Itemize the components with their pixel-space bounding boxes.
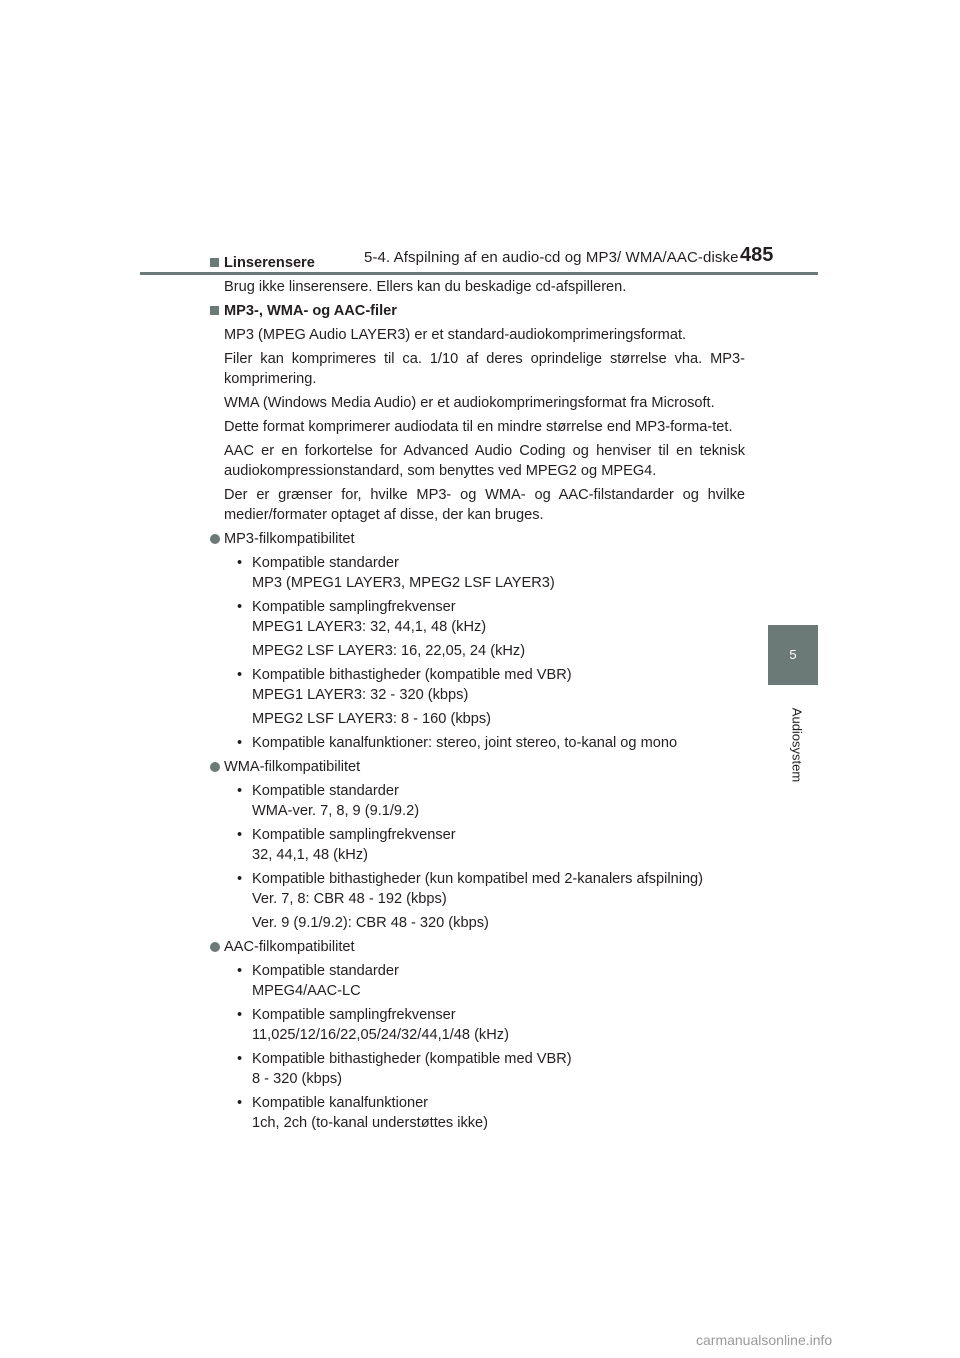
section-heading [210, 301, 745, 321]
bullet-icon: • [237, 871, 243, 887]
list-item [210, 1093, 745, 1133]
bullet-icon: • [237, 827, 243, 843]
category-heading-text: WMA-filkompatibilitet [224, 759, 361, 775]
circle-bullet-icon [210, 942, 220, 952]
bullet-icon: • [237, 1095, 243, 1111]
chapter-label: Audiosystem [789, 707, 805, 783]
paragraph: Brug ikke linserensere. Ellers kan du beskadige cd-afspilleren. [224, 279, 627, 295]
category-heading [210, 937, 745, 957]
paragraph: Dette format komprimerer audiodata til en mindre størrelse end MP3-forma-tet. [224, 419, 733, 435]
list-item-label: Kompatible samplingfrekvenser [252, 599, 456, 615]
section-title: 5-4. Afspilning af en audio-cd og MP3/ WMA/AAC-diske [364, 249, 739, 266]
list-item-value: 1ch, 2ch (to-kanal understøttes ikke) [252, 1115, 489, 1131]
list-item-value: 11,025/12/16/22,05/24/32/44,1/48 (kHz) [252, 1027, 509, 1043]
bullet-icon: • [237, 1051, 243, 1067]
list-item-value: Ver. 9 (9.1/9.2): CBR 48 - 320 (kbps) [252, 915, 489, 931]
list-item-value: 8 - 320 (kbps) [252, 1071, 343, 1087]
list-item-value: MPEG4/AAC-LC [252, 983, 361, 999]
circle-bullet-icon [210, 534, 220, 544]
section-heading-text: MP3-, WMA- og AAC-filer [224, 303, 397, 319]
square-bullet-icon [210, 306, 219, 315]
list-item [210, 597, 745, 637]
bullet-icon: • [237, 783, 243, 799]
bullet-icon: • [237, 667, 243, 683]
list-item [210, 733, 745, 753]
bullet-icon: • [237, 599, 243, 615]
list-item [210, 781, 745, 821]
page-number: 485 [740, 244, 774, 266]
paragraph: MP3 (MPEG Audio LAYER3) er et standard-audiokomprimeringsformat. [224, 327, 687, 343]
list-item [210, 1049, 745, 1089]
list-item-value: MP3 (MPEG1 LAYER3, MPEG2 LSF LAYER3) [252, 575, 555, 591]
list-item-value: MPEG1 LAYER3: 32, 44,1, 48 (kHz) [252, 619, 487, 635]
square-bullet-icon [210, 258, 219, 267]
list-item-label: Kompatible standarder [252, 963, 399, 979]
category-heading-text: MP3-filkompatibilitet [224, 531, 355, 547]
list-item [210, 665, 745, 705]
circle-bullet-icon [210, 762, 220, 772]
page-content [210, 253, 745, 1137]
category-heading [210, 529, 745, 549]
list-item-value: MPEG2 LSF LAYER3: 16, 22,05, 24 (kHz) [252, 643, 526, 659]
bullet-icon: • [237, 555, 243, 571]
bullet-icon: • [237, 735, 243, 751]
list-item-label: Kompatible bithastigheder (kompatible med VBR) [252, 667, 572, 683]
category-heading-text: AAC-filkompatibilitet [224, 939, 355, 955]
list-item [210, 869, 745, 909]
list-item-value: MPEG1 LAYER3: 32 - 320 (kbps) [252, 687, 469, 703]
watermark: carmanualsonline.info [696, 1332, 833, 1348]
paragraph: WMA (Windows Media Audio) er et audiokomprimeringsformat fra Microsoft. [224, 395, 715, 411]
list-item [210, 553, 745, 593]
list-item-label: Kompatible samplingfrekvenser [252, 827, 456, 843]
paragraph: Filer kan komprimeres til ca. 1/10 af deres oprindelige størrelse vha. MP3-komprimering. [224, 351, 745, 387]
list-item-value: 32, 44,1, 48 (kHz) [252, 847, 368, 863]
bullet-icon: • [237, 1007, 243, 1023]
list-item-label: Kompatible kanalfunktioner: stereo, joint stereo, to-kanal og mono [252, 735, 678, 751]
list-item [210, 1005, 745, 1045]
list-item-value: MPEG2 LSF LAYER3: 8 - 160 (kbps) [252, 711, 492, 727]
list-item [210, 825, 745, 865]
chapter-tab: 5 [768, 625, 818, 685]
paragraph: AAC er en forkortelse for Advanced Audio Coding og henviser til en teknisk audiokompressionstandard, som benyttes ved MPEG2 og MPEG4. [224, 443, 745, 479]
list-item-label: Kompatible standarder [252, 783, 399, 799]
bullet-icon: • [237, 963, 243, 979]
section-heading [210, 253, 745, 273]
paragraph: Der er grænser for, hvilke MP3- og WMA- og AAC-filstandarder og hvilke medier/formater optaget af disse, der kan bruges. [224, 487, 745, 523]
section-heading-text: Linserensere [224, 255, 315, 271]
list-item-value: WMA-ver. 7, 8, 9 (9.1/9.2) [252, 803, 420, 819]
chapter-label-wrap [780, 690, 814, 800]
list-item-label: Kompatible standarder [252, 555, 399, 571]
list-item-label: Kompatible bithastigheder (kun kompatibel med 2-kanalers afspilning) [252, 871, 704, 887]
list-item [210, 961, 745, 1001]
list-item-label: Kompatible kanalfunktioner [252, 1095, 429, 1111]
list-item-label: Kompatible bithastigheder (kompatible med VBR) [252, 1051, 572, 1067]
list-item-label: Kompatible samplingfrekvenser [252, 1007, 456, 1023]
list-item-value: Ver. 7, 8: CBR 48 - 192 (kbps) [252, 891, 447, 907]
category-heading [210, 757, 745, 777]
